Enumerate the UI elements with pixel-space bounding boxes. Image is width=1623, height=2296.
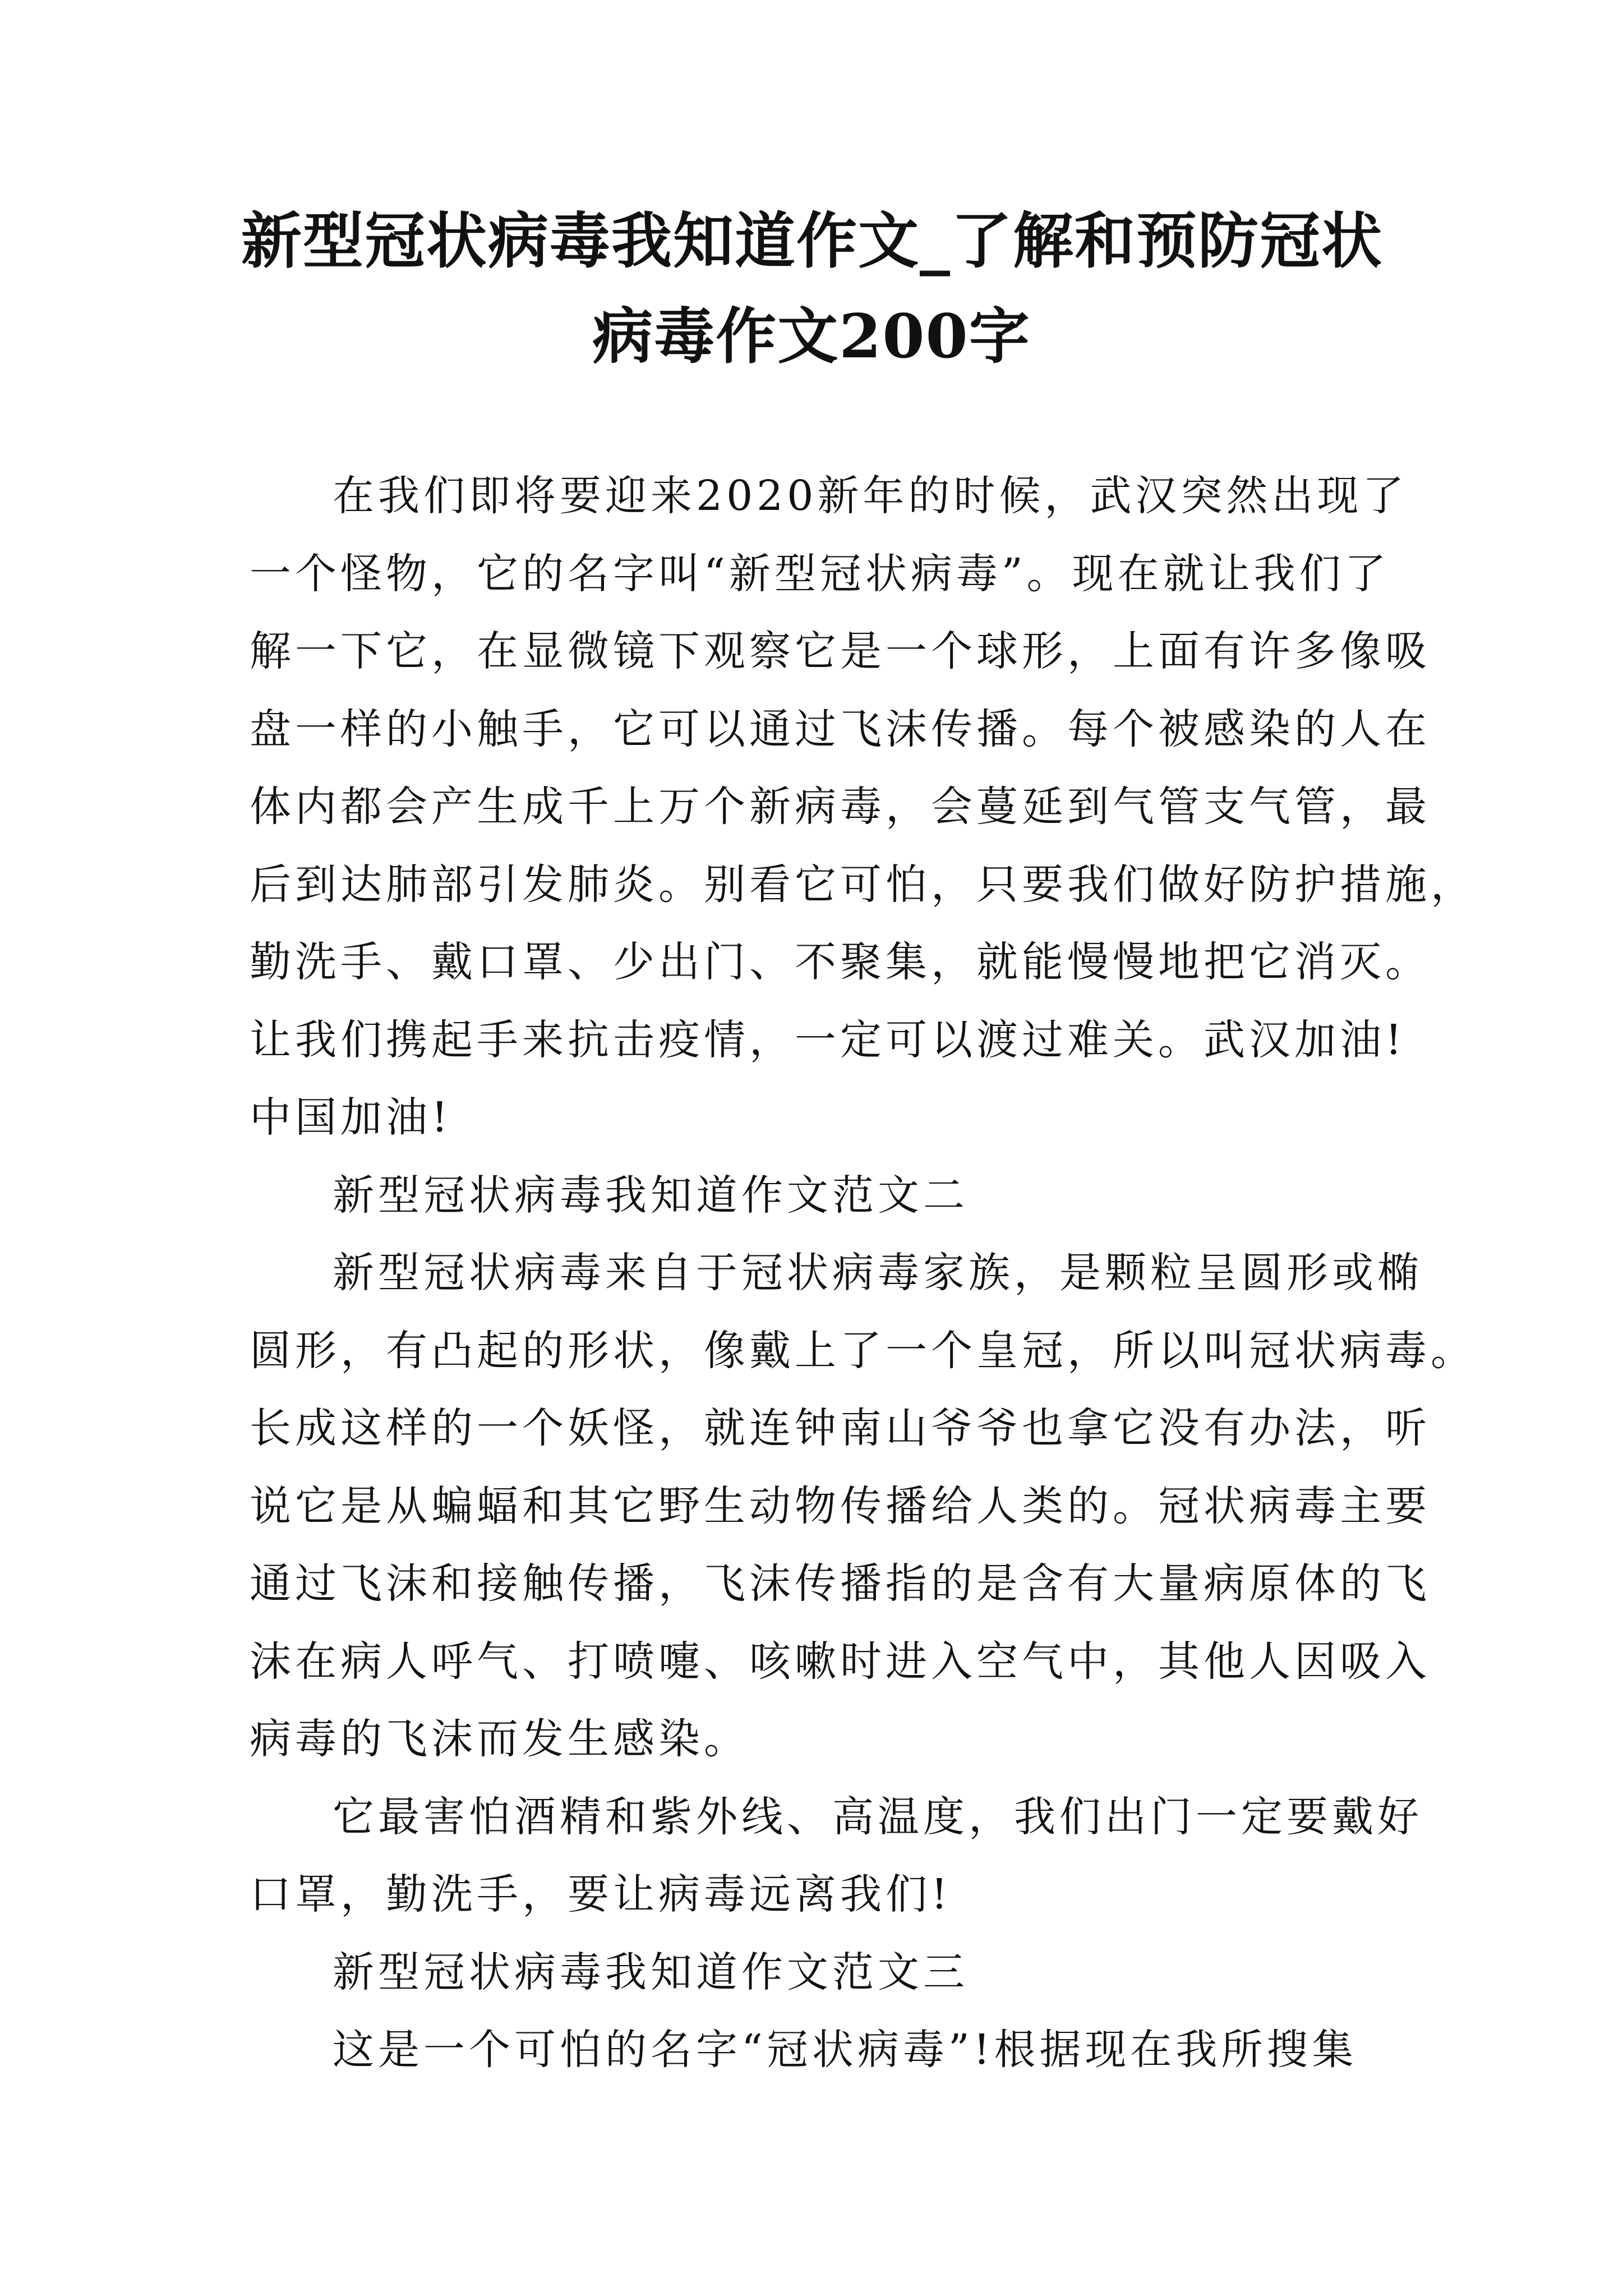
paragraph — [250, 1234, 1476, 1778]
document-body — [250, 457, 1476, 2089]
paragraph-line: 体内都会产生成千上万个新病毒，会蔓延到气管支气管，最 — [250, 783, 1431, 831]
paragraph-line: 口罩，勤洗手，要让病毒远离我们! — [250, 1870, 952, 1918]
paragraph — [250, 1778, 1423, 1934]
title-line-1: 新型冠状病毒我知道作文_了解和预防冠状 — [241, 206, 1384, 277]
paragraph-line: 新型冠状病毒我知道作文范文二 — [333, 1171, 969, 1220]
paragraph-line: 后到达肺部引发肺炎。别看它可怕，只要我们做好防护措施， — [250, 860, 1476, 909]
title-line-2: 病毒作文200字 — [592, 301, 1031, 372]
paragraph-line: 通过飞沫和接触传播，飞沫传播指的是含有大量病原体的飞 — [250, 1559, 1431, 1608]
paragraph-line: 中国加油! — [250, 1093, 452, 1142]
paragraph — [250, 1157, 1388, 1235]
paragraph-line: 一个怪物，它的名字叫“新型冠状病毒”。现在就让我们了 — [250, 549, 1390, 598]
paragraph-line: 让我们携起手来抗击疫情，一定可以渡过难关。武汉加油! — [250, 1015, 1406, 1064]
paragraph-line: 解一下它，在显微镜下观察它是一个球形，上面有许多像吸 — [250, 627, 1431, 675]
paragraph-line: 这是一个可怕的名字“冠状病毒”!根据现在我所搜集 — [333, 2026, 1358, 2074]
paragraph-line: 新型冠状病毒来自于冠状病毒家族，是颗粒呈圆形或椭 — [333, 1249, 1423, 1297]
paragraph-line: 它最害怕酒精和紫外线、高温度，我们出门一定要戴好 — [333, 1792, 1423, 1841]
document-title — [241, 194, 1382, 384]
paragraph-line: 勤洗手、戴口罩、少出门、不聚集，就能慢慢地把它消灭。 — [250, 938, 1431, 986]
paragraph-line: 在我们即将要迎来2020新年的时候，武汉突然出现了 — [333, 472, 1408, 520]
paragraph-line: 圆形，有凸起的形状，像戴上了一个皇冠，所以叫冠状病毒。 — [250, 1326, 1476, 1375]
paragraph-line: 沫在病人呼气、打喷嚏、咳嗽时进入空气中，其他人因吸入 — [250, 1637, 1431, 1686]
paragraph-line: 新型冠状病毒我知道作文范文三 — [333, 1948, 969, 1996]
paragraph-line: 说它是从蝙蝠和其它野生动物传播给人类的。冠状病毒主要 — [250, 1481, 1431, 1530]
paragraph — [250, 457, 1476, 1157]
paragraph — [250, 2011, 1388, 2089]
paragraph — [250, 1934, 1388, 2012]
paragraph-line: 长成这样的一个妖怪，就连钟南山爷爷也拿它没有办法，听 — [250, 1404, 1431, 1452]
paragraph-line: 病毒的飞沫而发生感染。 — [250, 1715, 749, 1763]
paragraph-line: 盘一样的小触手，它可以通过飞沫传播。每个被感染的人在 — [250, 705, 1431, 753]
